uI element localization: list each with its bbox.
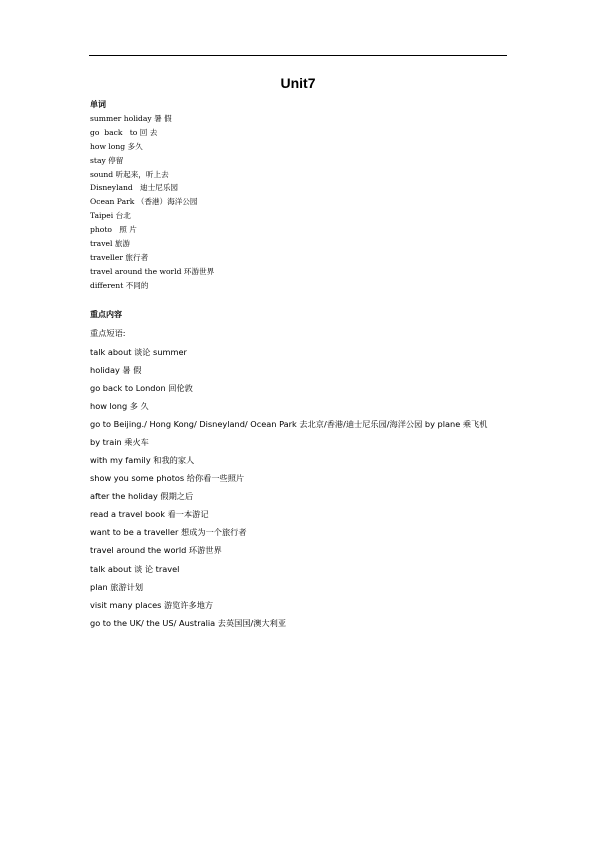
vocab-item: photo 照 片: [90, 225, 137, 235]
vocab-item: summer holiday 暑 假: [90, 114, 172, 123]
vocab-item: travel 旅游: [90, 239, 131, 249]
vocab-item: stay 停留: [90, 155, 124, 165]
vocab-heading: 单词: [90, 100, 106, 109]
phrase-item: by train 乘火车: [90, 436, 149, 447]
phrase-item: holiday 暑 假: [90, 365, 142, 376]
vocab-item: Taipei 台北: [90, 211, 131, 221]
phrase-item: travel around the world 环游世界: [90, 545, 222, 556]
phrase-item: after the holiday 假期之后: [90, 491, 194, 502]
phrase-item: show you some photos 给你看一些照片: [90, 473, 245, 484]
page-title: Unit7: [280, 75, 316, 91]
vocab-item: different 不同的: [90, 280, 149, 290]
header-rule: [89, 55, 507, 56]
vocab-item: travel around the world 环游世界: [90, 266, 215, 276]
vocab-item: go back to 回 去: [90, 127, 158, 137]
vocab-item: sound 听起来，听上去: [90, 169, 169, 179]
phrase-item: visit many places 游览许多地方: [90, 599, 214, 610]
vocab-item: Ocean Park （香港）海洋公园: [90, 197, 198, 207]
phrase-item: talk about 谈论 summer: [90, 347, 187, 357]
phrase-item: how long 多 久: [90, 401, 149, 412]
phrase-item: read a travel book 看一本游记: [90, 509, 209, 520]
phrase-item: go back to London 回伦敦: [90, 383, 193, 394]
phrase-list: [90, 346, 510, 635]
phrase-item: with my family 和我的家人: [90, 454, 195, 465]
phrase-item: want to be a traveller 想成为一个旅行者: [90, 527, 247, 538]
vocab-item: how long 多久: [90, 141, 143, 151]
phrases-heading: 重点短语:: [90, 328, 126, 338]
phrase-item: go to Beijing./ Hong Kong/ Disneyland/ Ocean Park 去北京/香港/迪士尼乐园/海洋公园 by plane 乘飞机: [90, 419, 488, 430]
phrase-item: go to the UK/ the US/ Australia 去英国国/澳大利亚: [90, 617, 287, 628]
phrase-item: talk about 谈 论 travel: [90, 563, 180, 574]
phrase-item: plan 旅游计划: [90, 581, 144, 592]
vocab-item: traveller 旅行者: [90, 252, 149, 262]
key-content-heading: 重点内容: [90, 310, 122, 319]
vocab-list: [90, 112, 214, 293]
vocab-item: Disneyland 迪士尼乐园: [90, 183, 179, 193]
